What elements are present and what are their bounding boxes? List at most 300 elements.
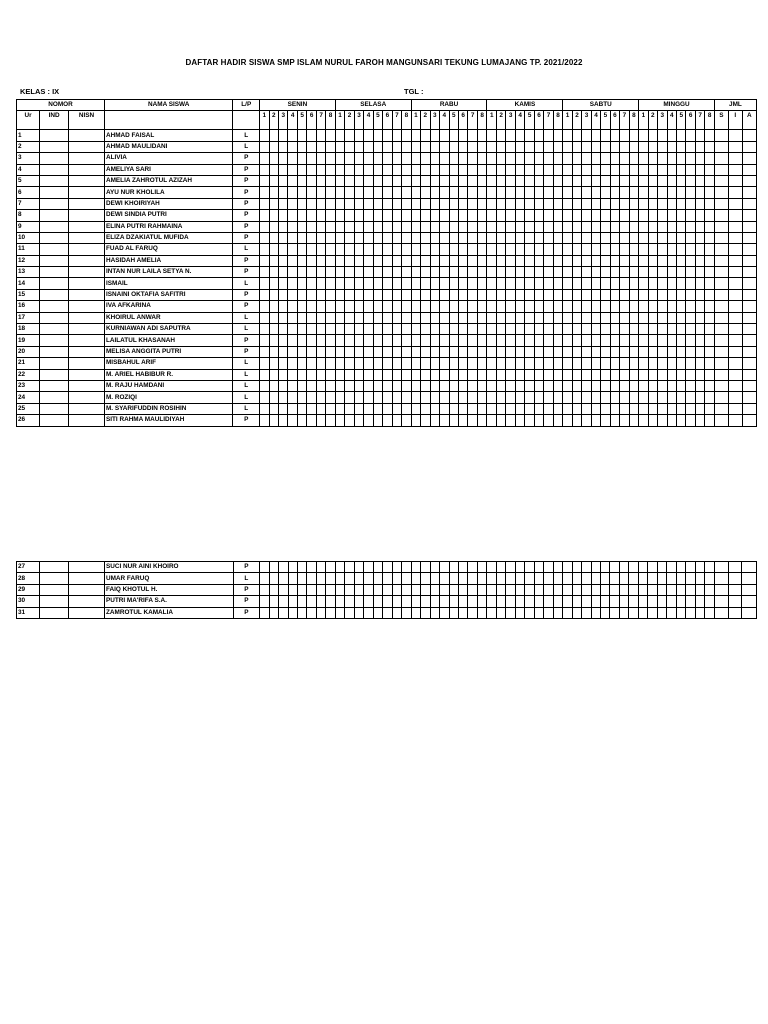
attendance-cell [534,153,543,164]
attendance-cell [534,312,543,323]
attendance-cell [582,221,591,232]
session-number: 5 [449,111,458,130]
jml-cell-i [728,392,742,403]
attendance-cell [591,232,600,243]
attendance-cell [373,141,382,152]
attendance-cell [278,221,287,232]
session-number: 1 [260,111,269,130]
attendance-cell [648,210,657,221]
attendance-table [16,99,757,427]
student-number: 30 [17,596,40,607]
attendance-cell [553,244,563,255]
attendance-cell [458,392,467,403]
jml-cell-i [728,596,742,607]
student-name: AHMAD FAISAL [104,130,232,141]
attendance-cell [411,255,420,266]
attendance-cell [525,153,534,164]
attendance-cell [477,130,487,141]
jml-cell-a [742,153,756,164]
attendance-cell [345,584,354,595]
attendance-cell [477,221,487,232]
attendance-cell [345,198,354,209]
attendance-cell [326,198,336,209]
attendance-cell [496,244,505,255]
attendance-cell [695,130,704,141]
attendance-cell [525,403,534,414]
attendance-cell [298,596,307,607]
attendance-cell [676,175,685,186]
attendance-cell [278,415,287,426]
attendance-cell [563,278,572,289]
attendance-cell [421,141,430,152]
attendance-cell [364,232,373,243]
student-gender: L [233,324,260,335]
attendance-cell [354,584,363,595]
attendance-cell [269,153,278,164]
table-row [17,312,757,323]
attendance-cell [477,255,487,266]
attendance-cell [620,346,629,357]
attendance-cell [686,335,695,346]
attendance-cell [601,403,610,414]
attendance-cell [572,278,581,289]
attendance-cell [260,175,269,186]
attendance-cell [676,380,685,391]
attendance-cell [487,267,496,278]
attendance-cell [487,221,496,232]
attendance-cell [392,255,401,266]
attendance-cell [534,380,543,391]
student-gender: L [233,358,260,369]
attendance-cell [667,255,676,266]
attendance-cell [563,130,572,141]
attendance-cell [591,324,600,335]
attendance-cell [582,187,591,198]
column-header-ur: Ur [17,111,40,130]
attendance-cell [326,255,336,266]
attendance-cell [629,324,638,335]
attendance-cell [354,267,363,278]
attendance-cell [534,584,543,595]
attendance-cell [572,312,581,323]
attendance-cell [563,584,572,595]
attendance-cell [544,221,553,232]
attendance-cell [515,607,524,618]
attendance-cell [629,358,638,369]
attendance-cell [676,584,685,595]
attendance-cell [686,380,695,391]
attendance-cell [648,244,657,255]
attendance-cell [345,312,354,323]
attendance-cell [667,392,676,403]
attendance-cell [477,573,486,584]
attendance-cell [364,175,373,186]
attendance-cell [487,187,496,198]
attendance-cell [667,141,676,152]
attendance-cell [572,346,581,357]
attendance-cell [506,607,515,618]
attendance-cell [468,403,477,414]
attendance-cell [629,403,638,414]
attendance-cell [544,607,553,618]
attendance-cell [610,153,619,164]
attendance-cell [392,312,401,323]
attendance-cell [572,164,581,175]
attendance-cell [307,141,316,152]
attendance-cell [695,607,704,618]
attendance-cell [620,312,629,323]
attendance-cell [307,415,316,426]
student-gender: P [233,596,260,607]
attendance-cell [639,255,648,266]
attendance-cell [648,562,657,573]
student-name: UMAR FARUQ [104,573,233,584]
attendance-cell [629,607,638,618]
attendance-cell [553,278,563,289]
attendance-cell [686,312,695,323]
attendance-cell [373,187,382,198]
attendance-cell [544,312,553,323]
attendance-cell [601,267,610,278]
attendance-cell [345,562,354,573]
attendance-cell [610,312,619,323]
attendance-cell [260,301,269,312]
attendance-cell [705,596,714,607]
attendance-cell [658,255,667,266]
attendance-cell [278,141,287,152]
jml-cell-s [714,415,728,426]
attendance-cell [638,562,647,573]
jml-cell-s [714,573,728,584]
attendance-cell [515,380,524,391]
attendance-cell [610,187,619,198]
attendance-cell [468,164,477,175]
attendance-cell [544,130,553,141]
attendance-cell [563,346,572,357]
attendance-cell [506,210,515,221]
attendance-cell [591,335,600,346]
attendance-cell [610,301,619,312]
session-number: 8 [705,111,715,130]
attendance-cell [288,403,297,414]
attendance-cell [515,198,524,209]
attendance-cell [260,380,269,391]
attendance-cell [534,244,543,255]
attendance-cell [572,573,581,584]
session-number: 6 [534,111,543,130]
attendance-cell [345,380,354,391]
session-number: 2 [345,111,354,130]
attendance-cell [316,358,325,369]
attendance-cell [345,596,354,607]
nisn-cell [69,392,105,403]
attendance-cell [506,573,515,584]
attendance-cell [620,130,629,141]
attendance-cell [629,584,638,595]
nisn-cell [69,335,105,346]
attendance-cell [648,164,657,175]
attendance-cell [544,267,553,278]
attendance-cell [620,153,629,164]
attendance-cell [620,164,629,175]
attendance-cell [572,596,581,607]
attendance-cell [269,301,278,312]
attendance-cell [601,255,610,266]
attendance-cell [591,392,600,403]
attendance-cell [705,415,715,426]
attendance-cell [440,584,449,595]
attendance-cell [421,380,430,391]
attendance-cell [430,301,439,312]
jml-cell-i [728,562,742,573]
attendance-cell [695,232,704,243]
attendance-cell [515,301,524,312]
student-number: 16 [17,301,40,312]
session-number: 4 [364,111,373,130]
attendance-cell [572,607,581,618]
student-name: ISNAINI OKTAFIA SAFITRI [104,289,232,300]
attendance-cell [411,232,420,243]
attendance-cell [705,187,715,198]
attendance-cell [553,210,563,221]
attendance-cell [326,584,335,595]
attendance-cell [534,301,543,312]
table-row [17,130,757,141]
attendance-cell [421,392,430,403]
ind-cell [40,153,69,164]
attendance-cell [326,278,336,289]
attendance-cell [326,232,336,243]
attendance-cell [383,584,392,595]
attendance-cell [639,164,648,175]
nisn-cell [69,380,105,391]
attendance-cell [487,130,496,141]
table-row [17,584,757,595]
attendance-cell [458,198,467,209]
attendance-cell [639,380,648,391]
jml-cell-s [714,301,728,312]
attendance-cell [639,369,648,380]
attendance-cell [572,141,581,152]
attendance-cell [705,392,715,403]
attendance-cell [496,369,505,380]
attendance-cell [364,358,373,369]
attendance-cell [279,607,288,618]
session-number: 8 [477,111,487,130]
attendance-cell [487,392,496,403]
ind-cell [40,324,69,335]
jml-cell-a [742,244,756,255]
attendance-cell [601,198,610,209]
student-number: 5 [17,175,40,186]
attendance-cell [496,596,505,607]
attendance-cell [449,415,458,426]
attendance-cell [686,232,695,243]
attendance-cell [364,403,373,414]
attendance-cell [288,278,297,289]
attendance-cell [354,607,363,618]
attendance-cell [676,403,685,414]
ind-cell [40,573,69,584]
attendance-cell [269,267,278,278]
attendance-cell [534,198,543,209]
jml-cell-a [742,255,756,266]
attendance-cell [411,596,420,607]
attendance-cell [269,403,278,414]
attendance-cell [667,289,676,300]
attendance-cell [354,232,363,243]
attendance-cell [260,584,269,595]
attendance-cell [316,164,325,175]
attendance-cell [553,607,562,618]
attendance-cell [506,221,515,232]
nisn-cell [69,153,105,164]
column-header-day-sabtu: SABTU [563,100,639,111]
attendance-cell [326,324,336,335]
attendance-cell [430,403,439,414]
attendance-cell [705,141,715,152]
attendance-cell [373,198,382,209]
attendance-cell [269,369,278,380]
attendance-cell [563,255,572,266]
ind-cell [40,278,69,289]
attendance-cell [610,324,619,335]
attendance-cell [544,244,553,255]
session-number: 3 [582,111,591,130]
attendance-cell [676,335,685,346]
attendance-cell [458,232,467,243]
nisn-cell [69,141,105,152]
attendance-cell [582,324,591,335]
attendance-cell [582,415,591,426]
attendance-cell [269,335,278,346]
attendance-cell [411,403,420,414]
attendance-cell [658,312,667,323]
attendance-cell [506,130,515,141]
jml-cell-i [728,358,742,369]
attendance-cell [648,573,657,584]
attendance-cell [297,175,306,186]
attendance-cell [421,415,430,426]
attendance-cell [544,301,553,312]
attendance-cell [316,312,325,323]
attendance-cell [354,175,363,186]
attendance-cell [326,221,336,232]
attendance-cell [354,562,363,573]
attendance-cell [392,358,401,369]
attendance-cell [307,175,316,186]
attendance-cell [572,198,581,209]
student-number: 6 [17,187,40,198]
attendance-cell [373,415,382,426]
student-name: ALIVIA [104,153,232,164]
attendance-cell [515,312,524,323]
attendance-cell [487,607,496,618]
attendance-cell [364,596,373,607]
attendance-cell [515,175,524,186]
attendance-cell [658,335,667,346]
attendance-cell [563,289,572,300]
attendance-cell [260,403,269,414]
attendance-cell [383,607,392,618]
attendance-cell [364,210,373,221]
jml-cell-s [714,130,728,141]
attendance-cell [695,392,704,403]
attendance-cell [506,278,515,289]
student-number: 25 [17,403,40,414]
attendance-cell [676,562,685,573]
attendance-cell [667,221,676,232]
attendance-cell [629,596,638,607]
student-name: SUCI NUR AINI KHOIRO [104,562,233,573]
attendance-cell [383,289,392,300]
attendance-cell [383,358,392,369]
attendance-cell [610,573,619,584]
attendance-cell [544,278,553,289]
ind-cell [40,392,69,403]
table-row [17,210,757,221]
attendance-cell [354,210,363,221]
attendance-cell [515,358,524,369]
attendance-cell [686,141,695,152]
attendance-cell [354,187,363,198]
attendance-cell [269,289,278,300]
attendance-cell [411,141,420,152]
attendance-cell [316,346,325,357]
attendance-cell [297,369,306,380]
attendance-cell [335,130,344,141]
attendance-cell [364,198,373,209]
attendance-cell [563,607,572,618]
attendance-cell [705,278,715,289]
attendance-cell [392,301,401,312]
attendance-cell [316,267,325,278]
attendance-cell [620,403,629,414]
jml-cell-s [714,221,728,232]
table-row [17,221,757,232]
attendance-cell [667,346,676,357]
attendance-cell [468,380,477,391]
attendance-cell [411,278,420,289]
attendance-cell [307,187,316,198]
attendance-cell [278,164,287,175]
student-name: INTAN NUR LAILA SETYA N. [104,267,232,278]
attendance-cell [496,232,505,243]
attendance-cell [705,346,715,357]
attendance-cell [487,255,496,266]
attendance-cell [345,210,354,221]
attendance-cell [402,369,412,380]
attendance-cell [695,255,704,266]
attendance-cell [582,278,591,289]
session-number: 5 [373,111,382,130]
attendance-cell [525,164,534,175]
attendance-cell [686,130,695,141]
attendance-cell [477,358,487,369]
attendance-cell [658,267,667,278]
attendance-cell [288,562,297,573]
attendance-cell [269,312,278,323]
jml-cell-s [714,198,728,209]
student-name: ELINA PUTRI RAHMAINA [104,221,232,232]
attendance-cell [487,346,496,357]
attendance-cell [411,210,420,221]
attendance-cell [544,255,553,266]
attendance-cell [278,335,287,346]
column-header-jml-a: A [742,111,756,130]
attendance-cell [307,392,316,403]
attendance-cell [383,255,392,266]
